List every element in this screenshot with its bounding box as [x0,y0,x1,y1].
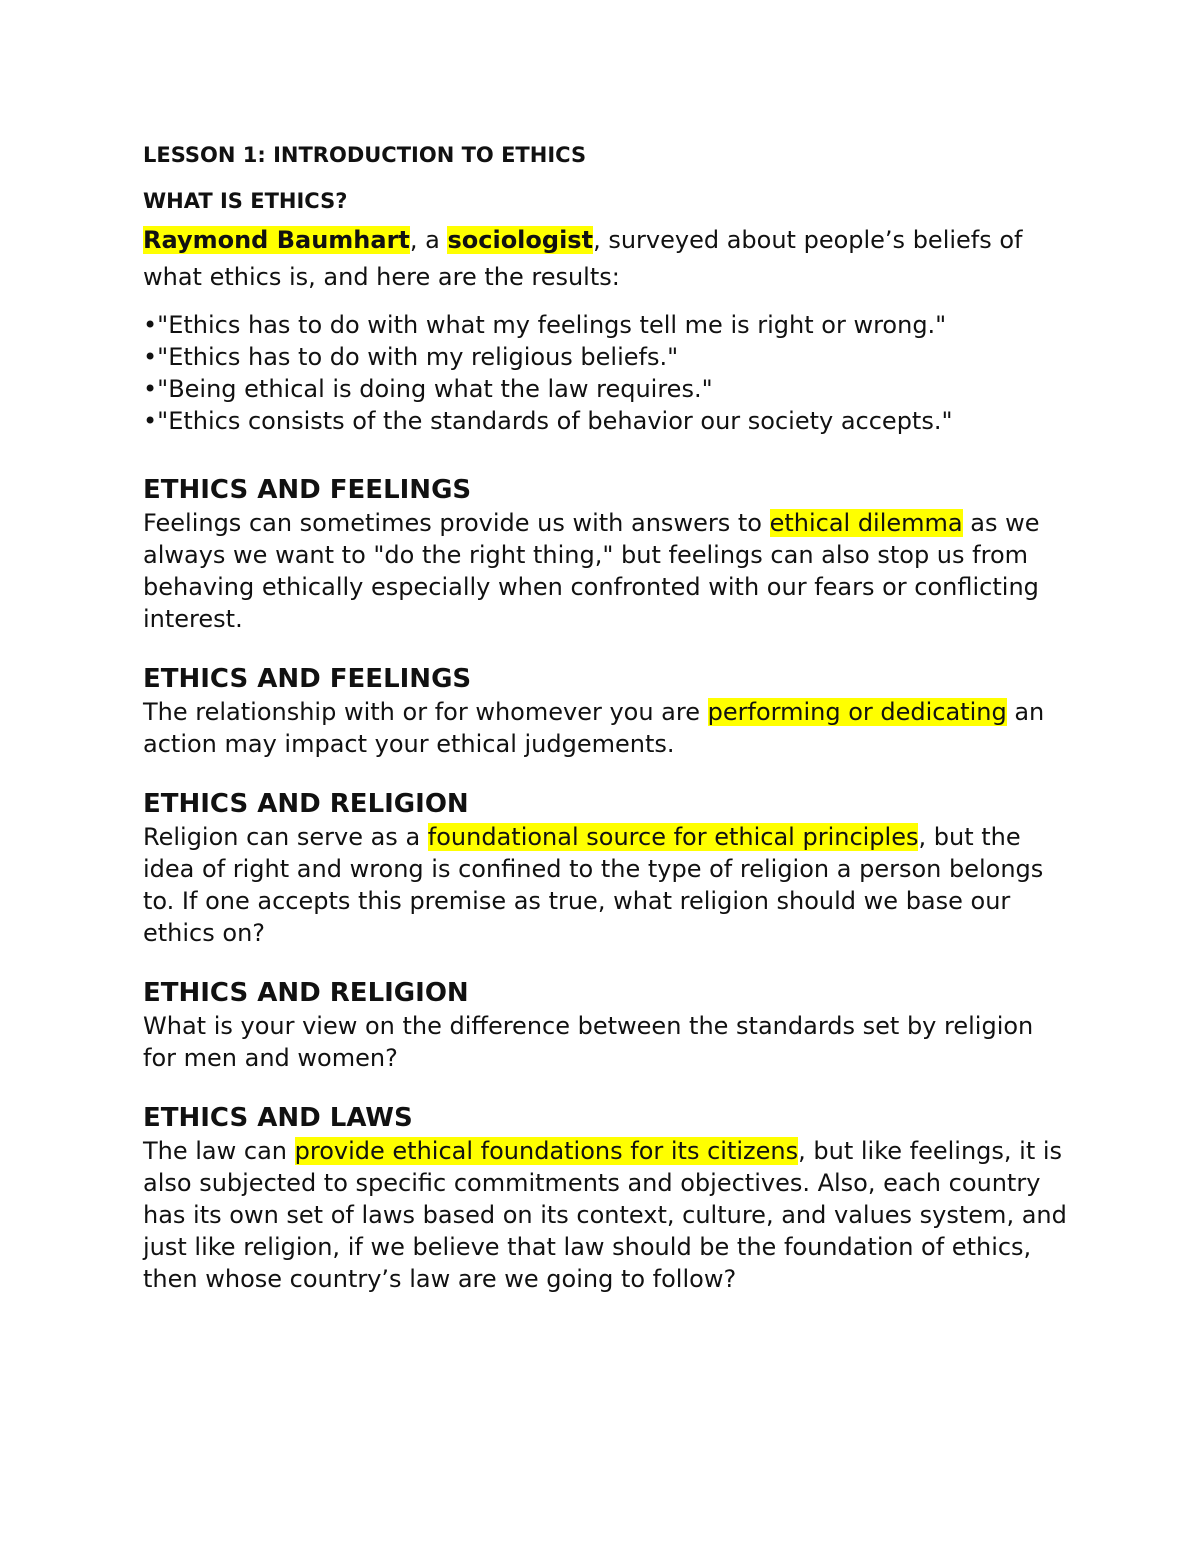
section-heading: ETHICS AND FEELINGS [143,475,472,505]
section-religion-1 [143,789,1073,949]
section-feelings-1 [143,475,1073,635]
highlighted-text: performing or dedicating [707,698,1007,726]
section-heading: ETHICS AND RELIGION [143,789,469,819]
highlighted-role: sociologist [447,226,594,254]
section-laws [143,1103,1073,1295]
section-body [143,821,1073,949]
section-body [143,1010,1073,1074]
list-item: •"Being ethical is doing what the law requires." [143,375,713,403]
intro-separator: , a [409,226,448,254]
body-text: an action may impact your ethical judgements. [143,698,1045,758]
highlighted-text: provide ethical foundations for its citizens [294,1137,799,1165]
body-text: , but like feelings, it is also subjected to specific commitments and objectives. Also, each country has its own set of laws based on its context, culture, and values system, and just like religion, if we believe that law should be the foundation of ethics, then whose country’s law are we going to follow? [143,1137,1067,1293]
section-feelings-2 [143,664,1073,760]
lesson-title: LESSON 1: INTRODUCTION TO ETHICS [143,143,587,167]
body-text: The law can [143,1137,295,1165]
survey-results-list [143,309,1073,437]
body-text: as we always we want to "do the right thing," but feelings can also stop us from behaving ethically especially when confronted with our fears or conflicting interest. [143,509,1040,633]
section-heading: ETHICS AND LAWS [143,1103,413,1133]
section-body [143,696,1073,760]
highlighted-text: foundational source for ethical principles [427,823,919,851]
section-subheading: WHAT IS ETHICS? [143,189,348,213]
list-item: •"Ethics consists of the standards of behavior our society accepts." [143,407,953,435]
intro-paragraph [143,222,1073,296]
list-item: •"Ethics has to do with my religious beliefs." [143,343,679,371]
section-heading: ETHICS AND FEELINGS [143,664,472,694]
list-item: •"Ethics has to do with what my feelings tell me is right or wrong." [143,311,947,339]
highlighted-text: ethical dilemma [769,509,963,537]
section-heading: ETHICS AND RELIGION [143,978,469,1008]
section-body [143,507,1073,635]
intro-text: , surveyed about people’s beliefs of what ethics is, and here are the results: [143,226,1023,291]
body-text: , but the idea of right and wrong is confined to the type of religion a person belongs to. If one accepts this premise as true, what religion should we base our ethics on? [143,823,1044,947]
body-text: The relationship with or for whomever you are [143,698,708,726]
document-content [143,140,1073,1324]
highlighted-name: Raymond Baumhart [143,226,410,254]
body-text: What is your view on the difference between the standards set by religion for men and women? [143,1012,1034,1072]
body-text: Religion can serve as a [143,823,428,851]
section-religion-2 [143,978,1073,1074]
body-text: Feelings can sometimes provide us with answers to [143,509,770,537]
section-body [143,1135,1073,1295]
